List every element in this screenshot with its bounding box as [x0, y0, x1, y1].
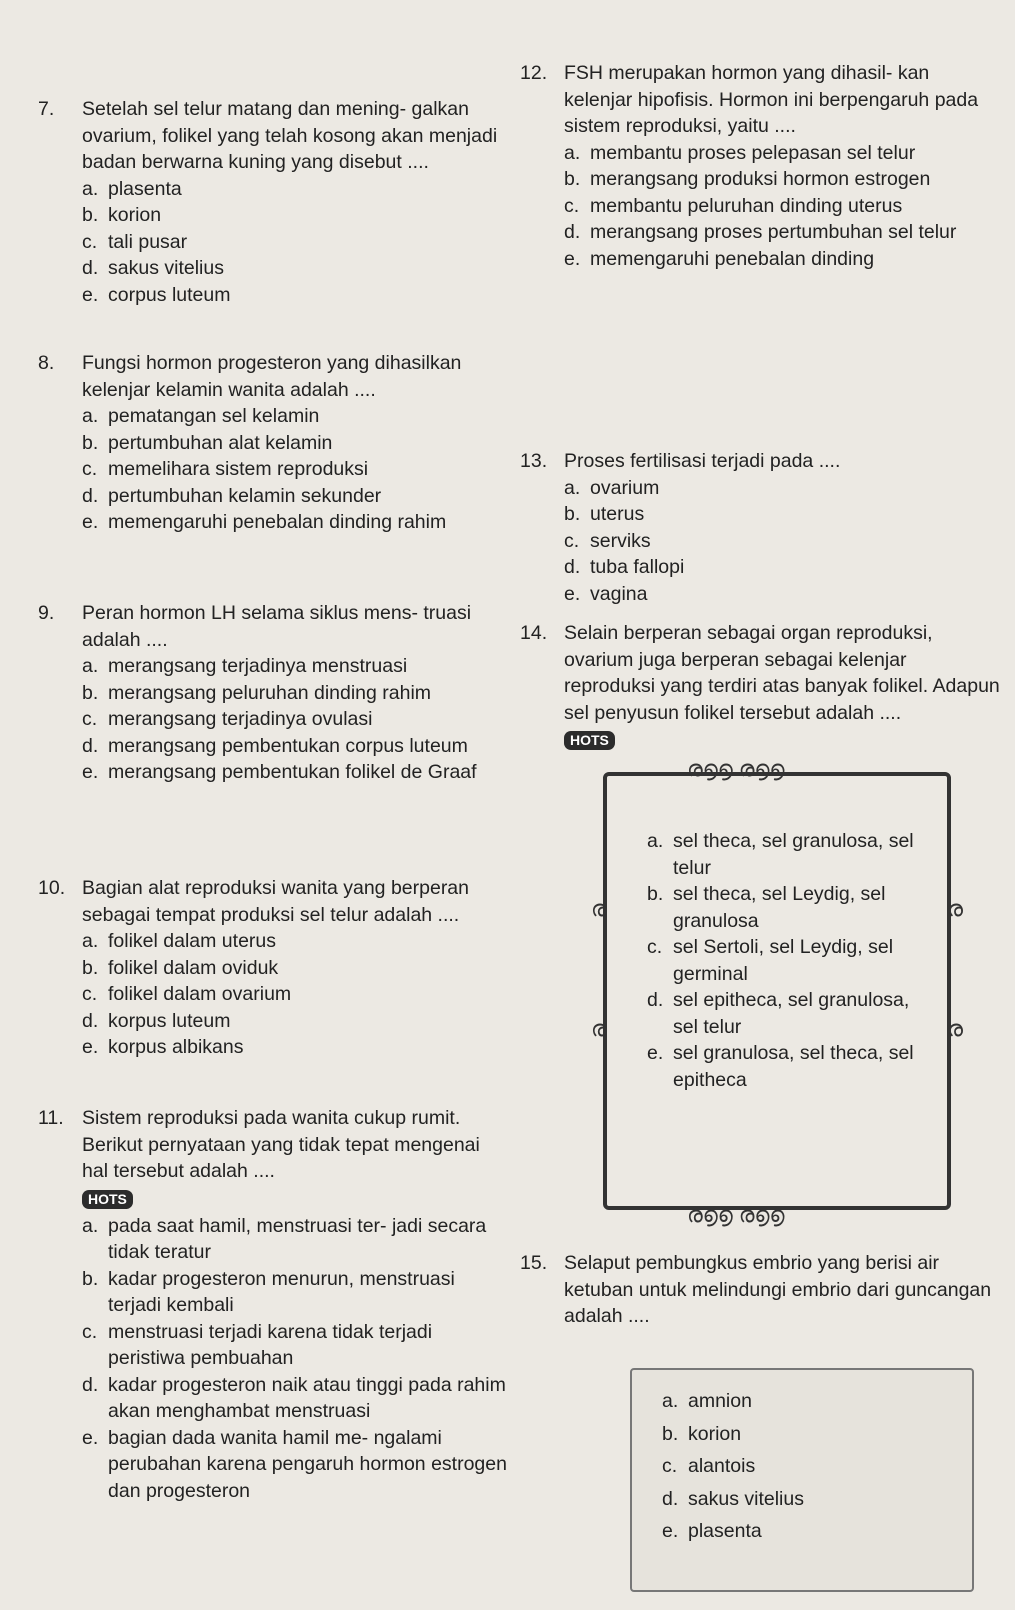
option-b[interactable]: b. korion [662, 1422, 742, 1445]
question-stem: Setelah sel telur matang dan mening- galkan ovarium, folikel yang telah kosong akan menjadi badan berwarna kuning yang disebut .... [82, 98, 498, 173]
swirl-ornament-icon: ര൭൭ ര൭൭ [687, 1202, 785, 1227]
option-e[interactable]: e. memengaruhi penebalan dinding [564, 247, 875, 270]
hots-badge: HOTS [82, 1190, 133, 1209]
question-7 [38, 96, 508, 308]
option-e[interactable]: e. sel granulosa, sel theca, sel epitheca [647, 1042, 914, 1091]
swirl-ornament-icon: ര [947, 1016, 963, 1041]
question-number: 9. [38, 602, 55, 624]
option-d[interactable]: d. sel epitheca, sel granulosa, sel telur [647, 989, 910, 1038]
option-a[interactable]: a. amnion [662, 1390, 752, 1412]
option-d[interactable]: d. merangsang proses pertumbuhan sel telur [564, 221, 957, 243]
question-number: 10. [38, 877, 66, 899]
option-c[interactable]: c. menstruasi terjadi karena tidak terjadi peristiwa pembuahan [82, 1320, 433, 1369]
option-a[interactable]: a. pada saat hamil, menstruasi ter- jadi secara tidak teratur [82, 1214, 487, 1263]
question-8 [38, 350, 508, 536]
option-c[interactable]: c. alantois [662, 1455, 756, 1477]
question-stem: Sistem reproduksi pada wanita cukup rumit. Berikut pernyataan yang tidak tepat mengenai hal tersebut adalah .... [82, 1107, 480, 1182]
question-15 [520, 1250, 1000, 1330]
option-d[interactable]: d. sakus vitelius [662, 1487, 804, 1510]
option-b[interactable]: b. sel theca, sel Leydig, sel granulosa [647, 883, 886, 932]
option-b[interactable]: b. kadar progesteron menurun, menstruasi terjadi kembali [82, 1267, 455, 1316]
swirl-ornament-icon: ര [591, 896, 607, 921]
option-b[interactable]: b. korion [82, 204, 162, 226]
question-11 [38, 1105, 508, 1504]
option-e[interactable]: e. korpus albikans [82, 1036, 244, 1058]
question-13 [520, 448, 1000, 607]
option-b[interactable]: b. merangsang peluruhan dinding rahim [82, 681, 432, 704]
option-b[interactable]: b. uterus [564, 503, 645, 525]
option-d[interactable]: d. merangsang pembentukan corpus luteum [82, 734, 468, 757]
option-e[interactable]: e. merangsang pembentukan folikel de Graaf [82, 761, 477, 783]
option-c[interactable]: c. tali pusar [82, 230, 188, 253]
question-stem: Selain berperan sebagai organ reproduksi, ovarium juga berperan sebagai kelenjar reproduksi yang terdiri atas banyak folikel. Adapun sel penyusun folikel tersebut adalah .... [564, 622, 1000, 724]
option-d[interactable]: d. tuba fallopi [564, 556, 685, 578]
question-number: 8. [38, 352, 55, 374]
option-a[interactable]: a. membantu proses pelepasan sel telur [564, 141, 916, 164]
question-stem: Proses fertilisasi terjadi pada .... [564, 450, 841, 472]
option-b[interactable]: b. pertumbuhan alat kelamin [82, 431, 333, 454]
swirl-ornament-icon: ര [591, 1016, 607, 1041]
question-stem: FSH merupakan hormon yang dihasil- kan kelenjar hipofisis. Hormon ini berpengaruh pada sistem reproduksi, yaitu .... [564, 62, 979, 137]
swirl-ornament-icon: ര൭൭ ര൭൭ [687, 756, 785, 781]
option-c[interactable]: c. membantu peluruhan dinding uterus [564, 194, 903, 217]
option-e[interactable]: e. plasenta [662, 1520, 762, 1542]
decorative-frame [591, 756, 963, 1227]
question-number: 15. [520, 1252, 548, 1274]
option-e[interactable]: e. bagian dada wanita hamil me- ngalami perubahan karena pengaruh hormon estrogen dan progesteron [82, 1426, 507, 1502]
option-c[interactable]: c. serviks [564, 529, 651, 552]
option-d[interactable]: d. sakus vitelius [82, 257, 224, 279]
question-15-options [662, 1388, 942, 1551]
option-d[interactable]: d. pertumbuhan kelamin sekunder [82, 484, 382, 507]
swirl-ornament-icon: ര [947, 896, 963, 921]
option-e[interactable]: e. vagina [564, 582, 648, 605]
option-a[interactable]: a. merangsang terjadinya menstruasi [82, 655, 408, 677]
option-a[interactable]: a. plasenta [82, 177, 182, 200]
question-stem: Bagian alat reproduksi wanita yang berperan sebagai tempat produksi sel telur adalah .... [82, 877, 470, 926]
question-14 [520, 620, 1000, 754]
question-number: 14. [520, 622, 548, 644]
option-b[interactable]: b. folikel dalam oviduk [82, 956, 279, 979]
question-number: 11. [38, 1107, 64, 1129]
question-9 [38, 600, 508, 786]
question-stem: Fungsi hormon progesteron yang dihasilkan kelenjar kelamin wanita adalah .... [82, 352, 462, 401]
option-c[interactable]: c. sel Sertoli, sel Leydig, sel germinal [647, 936, 894, 985]
question-10 [38, 875, 508, 1061]
option-e[interactable]: e. corpus luteum [82, 283, 231, 306]
option-b[interactable]: b. merangsang produksi hormon estrogen [564, 168, 931, 190]
options-box [630, 1368, 974, 1592]
option-c[interactable]: c. merangsang terjadinya ovulasi [82, 708, 373, 730]
question-stem: Selaput pembungkus embrio yang berisi air ketuban untuk melindungi embrio dari guncangan adalah .... [564, 1252, 992, 1327]
option-d[interactable]: d. korpus luteum [82, 1009, 231, 1032]
option-a[interactable]: a. pematangan sel kelamin [82, 405, 320, 427]
option-c[interactable]: c. folikel dalam ovarium [82, 983, 292, 1005]
question-number: 13. [520, 450, 548, 472]
option-a[interactable]: a. folikel dalam uterus [82, 930, 276, 952]
hots-badge: HOTS [564, 731, 615, 750]
option-d[interactable]: d. kadar progesteron naik atau tinggi pada rahim akan menghambat menstruasi [82, 1373, 506, 1422]
question-stem: Peran hormon LH selama siklus mens- truasi adalah .... [82, 602, 472, 651]
option-a[interactable]: a. sel theca, sel granulosa, sel telur [647, 830, 914, 879]
question-number: 12. [520, 62, 548, 84]
question-number: 7. [38, 98, 55, 120]
question-12 [520, 60, 1000, 272]
option-a[interactable]: a. ovarium [564, 476, 660, 499]
question-14-options [647, 828, 922, 1093]
option-e[interactable]: e. memengaruhi penebalan dinding rahim [82, 511, 447, 533]
option-c[interactable]: c. memelihara sistem reproduksi [82, 458, 369, 480]
